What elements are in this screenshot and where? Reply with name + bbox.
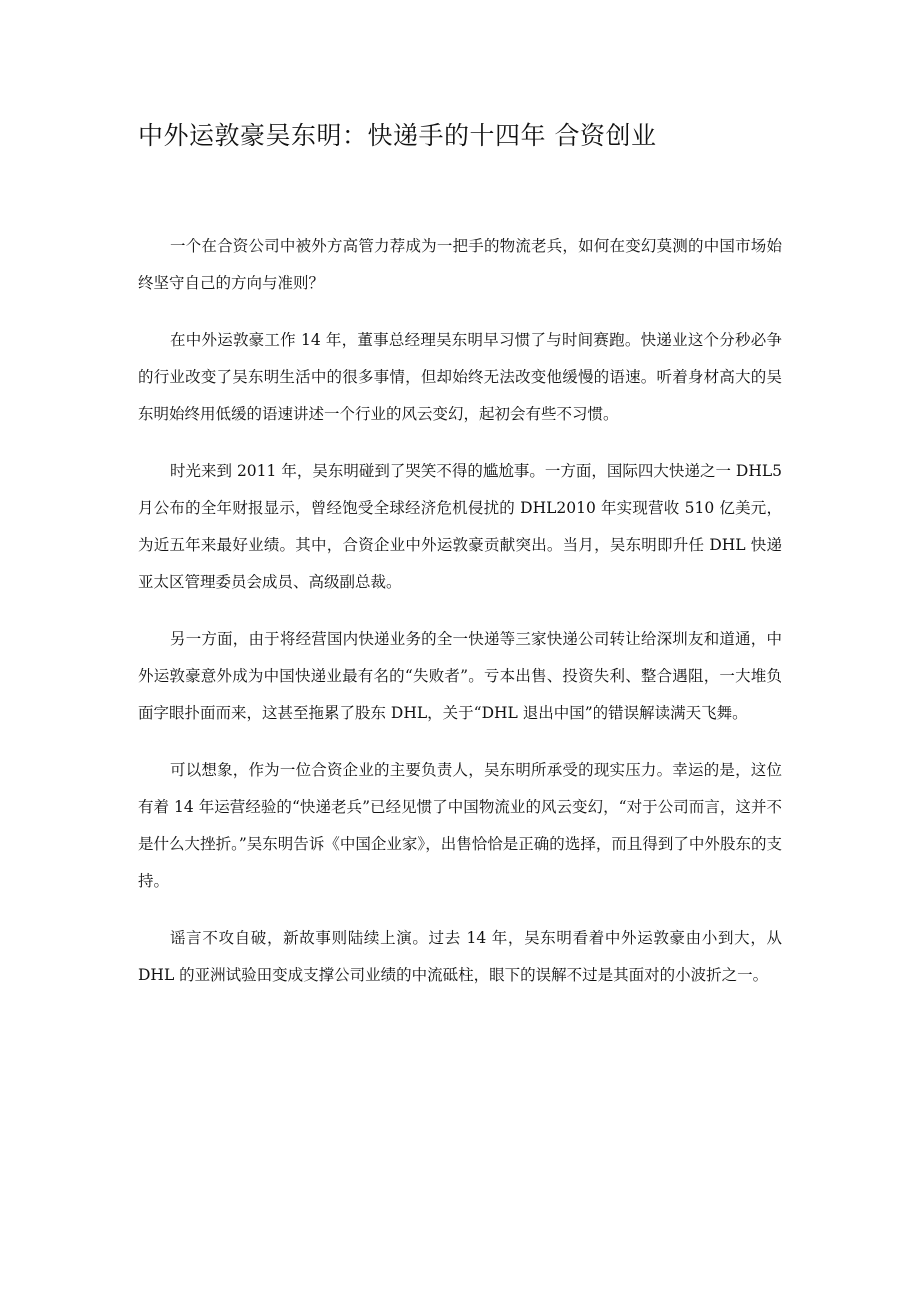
article-title: 中外运敦豪吴东明：快递手的十四年 合资创业 [138,121,657,150]
paragraph-4: 另一方面，由于将经营国内快递业务的全一快递等三家快递公司转让给深圳友和道通，中外运敦豪意外成为中国快递业最有名的“失败者”。亏本出售、投资失利、整合遇阻，一大堆负面字眼扑面而来，这甚至拖累了股东 DHL，关于“DHL 退出中国”的错误解读满天飞舞。 [138,630,782,722]
paragraph-5: 可以想象，作为一位合资企业的主要负责人，吴东明所承受的现实压力。幸运的是，这位有着 14 年运营经验的“快递老兵”已经见惯了中国物流业的风云变幻，“对于公司而言，这并不是什么大挫折。”吴东明告诉《中国企业家》，出售恰恰是正确的选择，而且得到了中外股东的支持。 [138,761,782,890]
paragraph-1: 一个在合资公司中被外方高管力荐成为一把手的物流老兵，如何在变幻莫测的中国市场始终坚守自己的方向与准则？ [138,237,782,292]
paragraph-2: 在中外运敦豪工作 14 年，董事总经理吴东明早习惯了与时间赛跑。快递业这个分秒必争的行业改变了吴东明生活中的很多事情，但却始终无法改变他缓慢的语速。听着身材高大的吴东明始终用低缓的语速讲述一个行业的风云变幻，起初会有些不习惯。 [138,331,782,423]
paragraph-3: 时光来到 2011 年，吴东明碰到了哭笑不得的尴尬事。一方面，国际四大快递之一 DHL5 月公布的全年财报显示，曾经饱受全球经济危机侵扰的 DHL2010 年实现营收 510 亿美元，为近五年来最好业绩。其中，合资企业中外运敦豪贡献突出。当月，吴东明即升任 DHL 快递亚太区管理委员会成员、高级副总裁。 [138,462,782,591]
paragraph-6: 谣言不攻自破，新故事则陆续上演。过去 14 年，吴东明看着中外运敦豪由小到大，从 DHL 的亚洲试验田变成支撑公司业绩的中流砥柱，眼下的误解不过是其面对的小波折之一。 [138,929,782,984]
article-body [138,228,782,1014]
